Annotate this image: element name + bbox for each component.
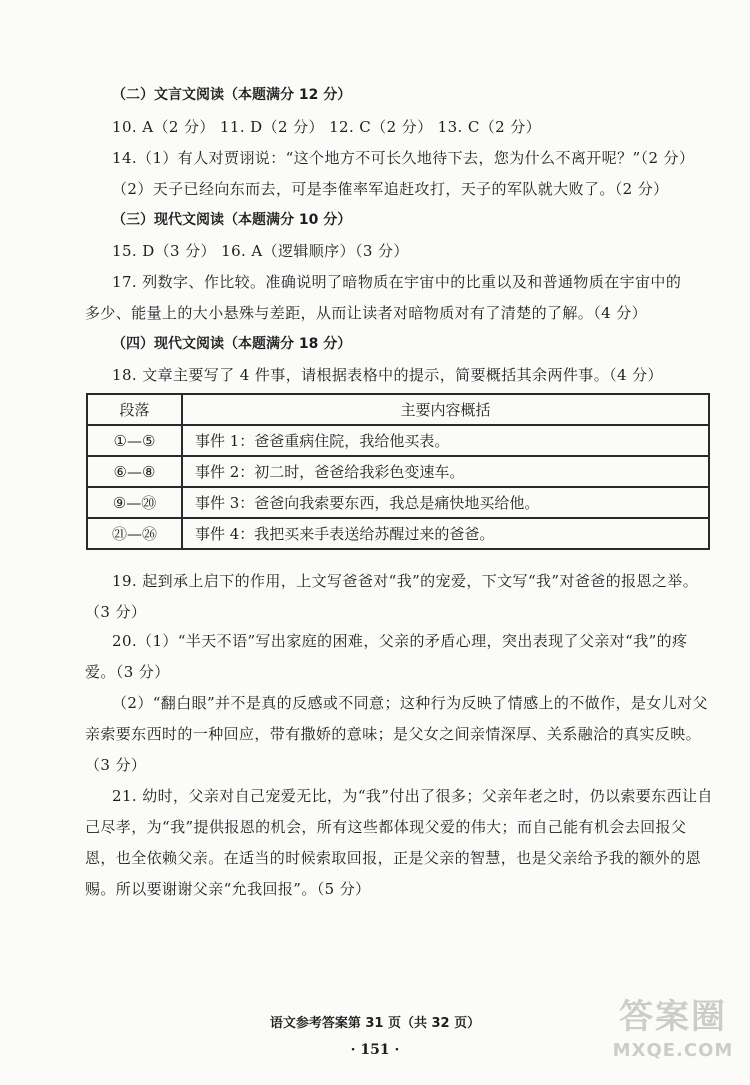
answer-20-2-line2: 亲索要东西时的一种回应，带有撒娇的意味；是父女之间亲情深厚、关系融洽的真实反映。 (85, 725, 702, 743)
row-paragraph-range: ①—⑤ (87, 425, 182, 456)
table-row (87, 456, 709, 487)
row-summary: 事件 1：爸爸重病住院，我给他买表。 (182, 425, 709, 456)
answer-20-2-line3: （3 分） (85, 756, 147, 774)
answer-20-1-line2: 爱。（3 分） (85, 663, 170, 681)
row-summary: 事件 2：初二时，爸爸给我彩色变速车。 (182, 456, 709, 487)
answer-19-line2: （3 分） (85, 603, 147, 621)
answer-19-line1: 19. 起到承上启下的作用，上文写爸爸对“我”的宠爱，下文写“我”对爸爸的报恩之举。 (112, 572, 699, 590)
table-row (87, 487, 709, 518)
row-summary: 事件 3：爸爸向我索要东西，我总是痛快地买给他。 (182, 487, 709, 518)
answer-14-2: （2）天子已经向东而去，可是李傕率军追赶攻打，天子的军队就大败了。（2 分） (112, 180, 669, 198)
table-row (87, 518, 709, 549)
watermark-text-top: 答案圈 (619, 997, 727, 1037)
answer-page-footer: 语文参考答案第 31 页（共 32 页） (269, 1016, 481, 1031)
answer-21-line3: 恩，也全依赖父亲。在适当的时候索取回报，正是父亲的智慧，也是父亲给予我的额外的恩 (85, 849, 702, 867)
event-summary-table (86, 393, 710, 550)
watermark-text-bottom: MXQE.COM (612, 1040, 734, 1061)
row-paragraph-range: ⑥—⑧ (87, 456, 182, 487)
page-number: · 151 · (350, 1042, 400, 1058)
table-header-row (87, 394, 709, 425)
answer-21-line1: 21. 幼时，父亲对自己宠爱无比，为“我”付出了很多；父亲年老之时，仍以索要东西让自 (112, 787, 713, 805)
row-paragraph-range: ⑨—⑳ (87, 487, 182, 518)
answer-17-line2: 多少、能量上的大小悬殊与差距，从而让读者对暗物质对有了清楚的了解。（4 分） (85, 304, 648, 322)
answer-17-line1: 17. 列数字、作比较。准确说明了暗物质在宇宙中的比重以及和普通物质在宇宙中的 (112, 273, 682, 291)
answer-20-2-line1: （2）“翻白眼”并不是真的反感或不同意；这种行为反映了情感上的不做作，是女儿对父 (112, 694, 708, 712)
row-summary: 事件 4：我把买来手表送给苏醒过来的爸爸。 (182, 518, 709, 549)
answers-10-13: 10. A（2 分） 11. D（2 分） 12. C（2 分） 13. C（2 分） (112, 118, 542, 136)
section-heading-classical-reading: （二）文言文阅读（本题满分 12 分） (112, 87, 352, 103)
answer-21-line4: 赐。所以要谢谢父亲“允我回报”。（5 分） (85, 880, 371, 898)
answer-14-1: 14.（1）有人对贾诩说：“这个地方不可长久地待下去，您为什么不离开呢？”（2 分） (112, 149, 695, 167)
row-paragraph-range: ㉑—㉖ (87, 518, 182, 549)
table-row (87, 425, 709, 456)
section-heading-modern-reading-2: （四）现代文阅读（本题满分 18 分） (112, 336, 352, 352)
answers-15-16: 15. D（3 分） 16. A（逻辑顺序）（3 分） (112, 242, 409, 260)
section-heading-modern-reading-1: （三）现代文阅读（本题满分 10 分） (112, 212, 352, 228)
answer-21-line2: 己尽孝，为“我”提供报恩的机会，所有这些都体现父爱的伟大；而自己能有机会去回报父 (85, 818, 687, 836)
watermark-logo (608, 995, 738, 1075)
table-header-paragraph: 段落 (87, 394, 182, 425)
answer-20-1-line1: 20.（1）“半天不语”写出家庭的困难，父亲的矛盾心理，突出表现了父亲对“我”的疼 (112, 632, 688, 650)
question-18: 18. 文章主要写了 4 件事，请根据表格中的提示，简要概括其余两件事。（4 分） (112, 366, 663, 384)
table-header-summary: 主要内容概括 (182, 394, 709, 425)
